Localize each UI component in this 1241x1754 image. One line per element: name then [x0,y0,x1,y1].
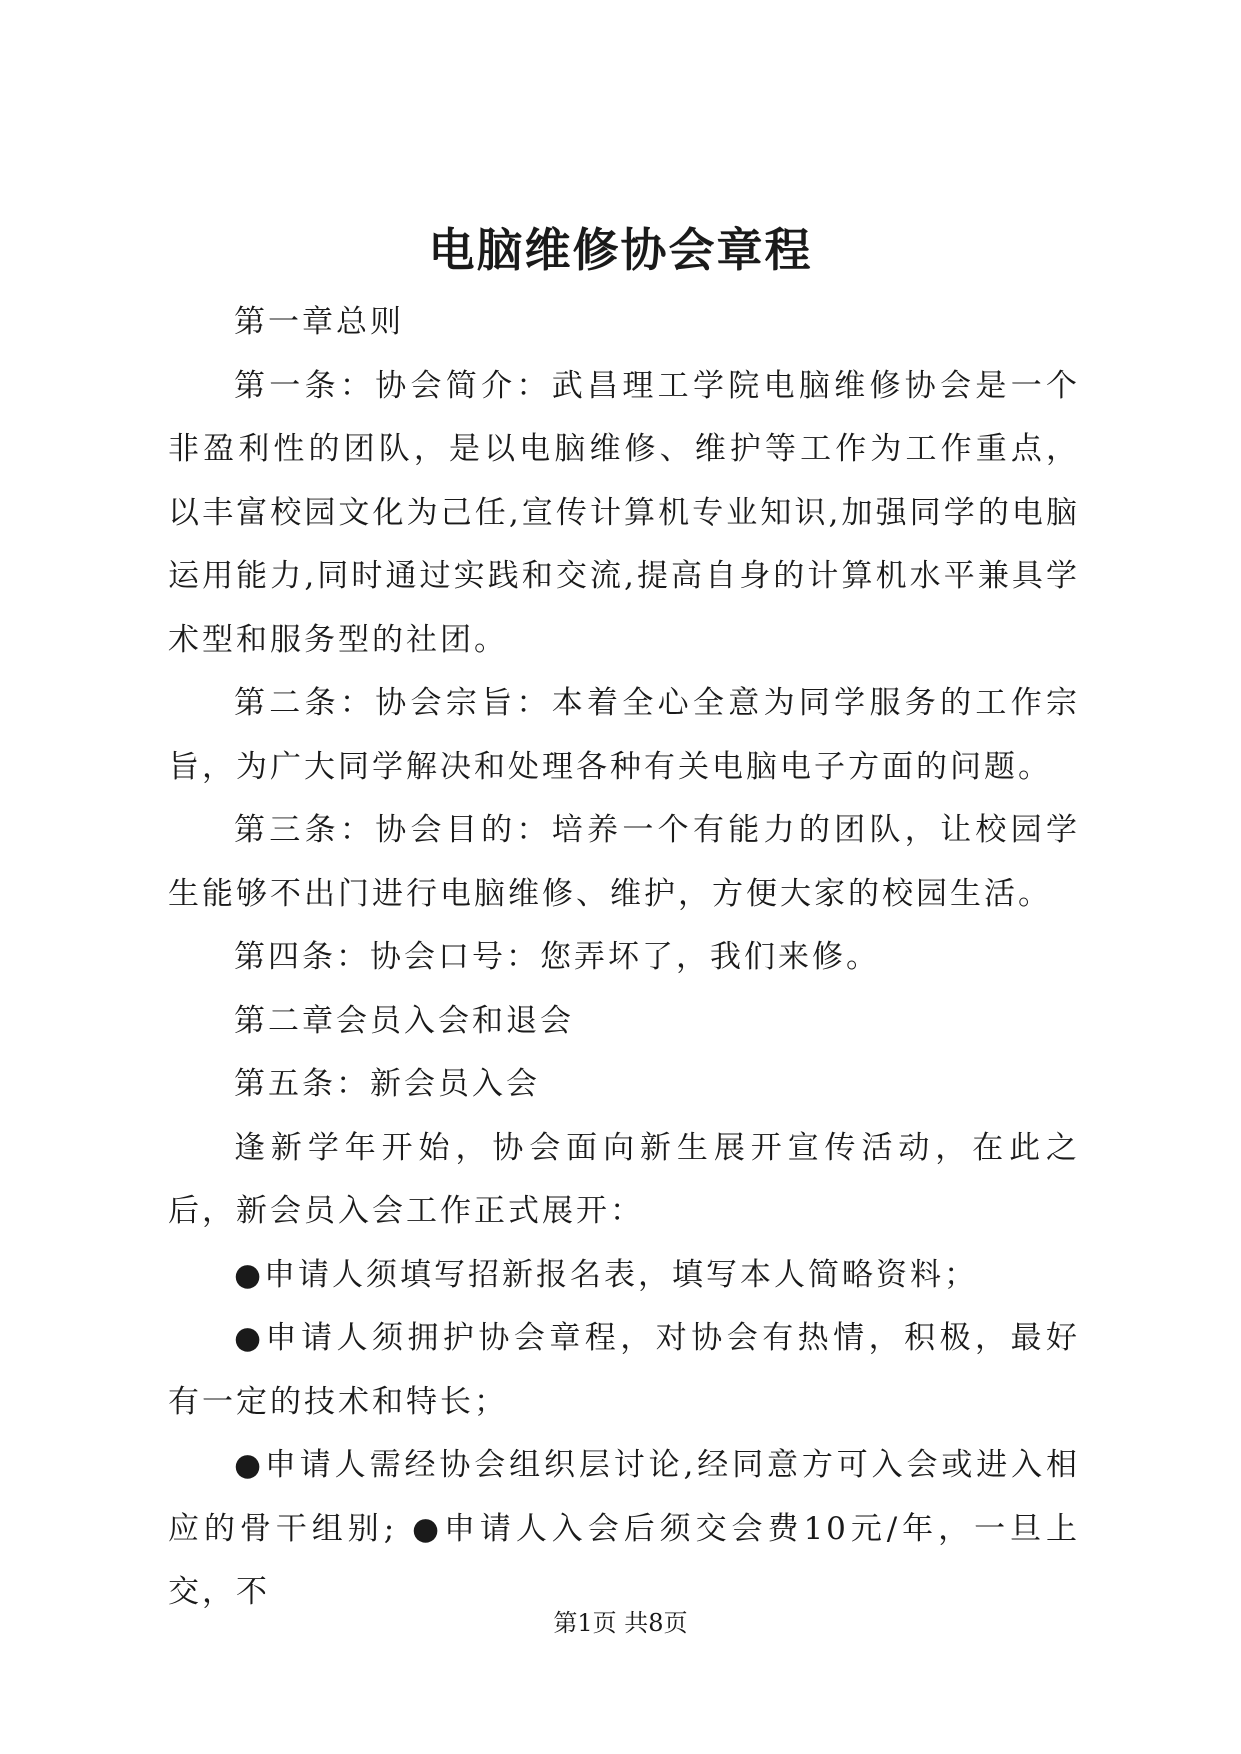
bullet-item: ●申请人须拥护协会章程，对协会有热情，积极，最好有一定的技术和特长； [168,1320,1080,1420]
article-paragraph: 第一条：协会简介：武昌理工学院电脑维修协会是一个非盈利性的团队，是以电脑维修、维护等工作为工作重点，以丰富校园文化为己任,宣传计算机专业知识,加强同学的电脑运用能力,同时通过实践和交流,提高自身的计算机水平兼具学术型和服务型的社团。 [168,367,1080,658]
bullet-item: ●申请人须填写招新报名表，填写本人简略资料； [234,1256,979,1293]
article-paragraph: 第三条：协会目的：培养一个有能力的团队，让校园学生能够不出门进行电脑维修、维护，方便大家的校园生活。 [168,812,1080,912]
chapter-heading: 第一章总则 [234,304,404,340]
document-title: 电脑维修协会章程 [428,223,813,277]
page-number: 第1页 共8页 [553,1609,688,1637]
article-paragraph: 第二条：协会宗旨：本着全心全意为同学服务的工作宗旨，为广大同学解决和处理各种有关电脑电子方面的问题。 [168,685,1080,785]
article-paragraph: 第四条：协会口号：您弄坏了，我们来修。 [234,939,880,975]
bullet-item: ●申请人需经协会组织层讨论,经同意方可入会或进入相应的骨干组别; ●申请人入会后须交会费10元/年，一旦上交，不 [168,1447,1080,1610]
body-paragraph: 逢新学年开始，协会面向新生展开宣传活动，在此之后，新会员入会工作正式展开： [168,1129,1080,1229]
document-body [168,291,1080,1625]
article-paragraph: 第五条：新会员入会 [234,1066,540,1102]
chapter-heading: 第二章会员入会和退会 [234,1002,574,1039]
